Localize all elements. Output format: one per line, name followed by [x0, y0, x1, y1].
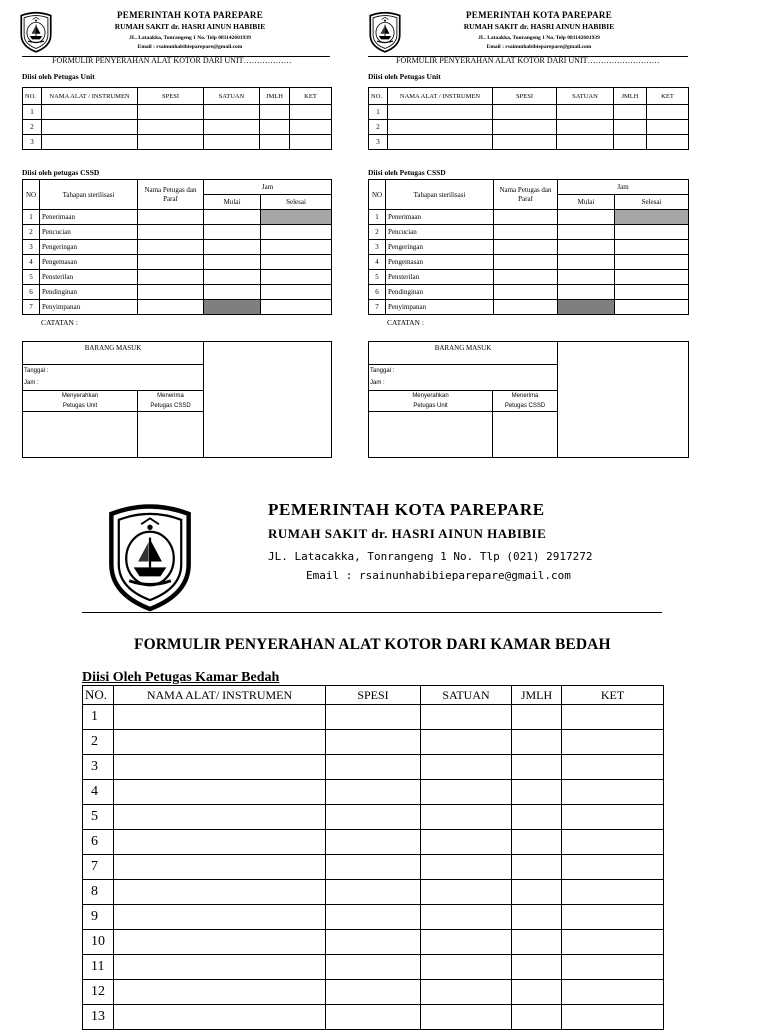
- table-cell[interactable]: [562, 930, 664, 955]
- table-cell[interactable]: [512, 955, 562, 980]
- table-cell[interactable]: [114, 780, 326, 805]
- email: Email : rsainunhabibieparepare@gmail.com: [137, 44, 243, 50]
- table-cell[interactable]: [326, 730, 421, 755]
- hospital-name: RUMAH SAKIT dr. HASRI AINUN HABIBIE: [114, 22, 266, 31]
- table-cell[interactable]: [421, 805, 512, 830]
- table-row: [83, 730, 664, 755]
- col-nama: NAMA ALAT/ INSTRUMEN: [114, 686, 326, 705]
- row-number: 13: [83, 1005, 114, 1030]
- table-cell[interactable]: [562, 905, 664, 930]
- col-jam: Jam: [558, 180, 689, 195]
- hospital-name: RUMAH SAKIT dr. HASRI AINUN HABIBIE: [463, 22, 615, 31]
- row-number: 4: [83, 780, 114, 805]
- col-jmlh: JMLH: [260, 88, 290, 105]
- table-row: 1: [369, 105, 689, 120]
- row-number: 3: [83, 755, 114, 780]
- gov-name: PEMERINTAH KOTA PAREPARE: [116, 10, 264, 20]
- table-header: [23, 180, 332, 195]
- table-cell[interactable]: [326, 780, 421, 805]
- gov-name: PEMERINTAH KOTA PAREPARE: [465, 10, 613, 20]
- col-spesi: SPESI: [326, 686, 421, 705]
- table-row: 2 Pencucian: [369, 225, 689, 240]
- col-satuan: SATUAN: [557, 88, 614, 105]
- signature-unit[interactable]: [23, 412, 138, 458]
- table-header: [369, 88, 689, 105]
- left-form: [0, 0, 384, 470]
- unit-table: [22, 87, 332, 150]
- table-cell[interactable]: [421, 780, 512, 805]
- col-selesai: Selesai: [261, 195, 332, 210]
- table-cell[interactable]: [512, 830, 562, 855]
- table-cell[interactable]: [512, 880, 562, 905]
- table-cell[interactable]: [326, 980, 421, 1005]
- col-ket: KET: [562, 686, 664, 705]
- letterhead: [60, 10, 320, 50]
- table-cell[interactable]: [114, 705, 326, 730]
- col-ket: KET: [647, 88, 689, 105]
- table-header: [23, 88, 332, 105]
- table-cell[interactable]: [512, 930, 562, 955]
- col-nama: NAMA ALAT / INSTRUMEN: [388, 88, 493, 105]
- table-row: [83, 1005, 664, 1030]
- letterhead: [409, 10, 669, 50]
- row-number: 11: [83, 955, 114, 980]
- table-row: 3: [23, 135, 332, 150]
- table-cell[interactable]: [512, 705, 562, 730]
- table-cell[interactable]: [512, 980, 562, 1005]
- signature-cssd[interactable]: [138, 412, 204, 458]
- table-cell[interactable]: [562, 1005, 664, 1030]
- table-cell[interactable]: [114, 1005, 326, 1030]
- address: JL. Lataakka, Tonrangeng 1 No. Telp 081142601939: [129, 35, 251, 41]
- instrument-table: [82, 685, 664, 1030]
- table-cell[interactable]: [326, 855, 421, 880]
- table-row: 7 Penyimpanan: [369, 300, 689, 315]
- row-number: 5: [83, 805, 114, 830]
- table-cell[interactable]: [421, 755, 512, 780]
- table-cell[interactable]: [326, 805, 421, 830]
- menyerahkan-header: Menyerahkan Petugas Unit: [23, 391, 138, 412]
- table-cell[interactable]: [512, 905, 562, 930]
- letterhead: [268, 500, 628, 582]
- right-form: [346, 0, 730, 470]
- table-cell[interactable]: [326, 930, 421, 955]
- col-mulai: Mulai: [204, 195, 261, 210]
- table-cell[interactable]: [114, 855, 326, 880]
- table-cell[interactable]: [114, 930, 326, 955]
- table-cell[interactable]: [421, 880, 512, 905]
- table-cell[interactable]: [512, 855, 562, 880]
- table-cell[interactable]: [512, 755, 562, 780]
- col-nama-petugas: Nama Petugas dan Paraf: [138, 180, 204, 210]
- menyerahkan-header: Menyerahkan Petugas Unit: [369, 391, 493, 412]
- col-mulai: Mulai: [558, 195, 615, 210]
- table-row: 3 Pengeringan: [369, 240, 689, 255]
- table-row: 5 Pensterilan: [369, 270, 689, 285]
- form-title: FORMULIR PENYERAHAN ALAT KOTOR DARI UNIT………………………: [396, 56, 660, 65]
- cssd-table: [22, 179, 332, 315]
- table-row: [83, 955, 664, 980]
- col-nama: NAMA ALAT / INSTRUMEN: [42, 88, 138, 105]
- hospital-crest-logo: [368, 11, 402, 53]
- table-row: [83, 855, 664, 880]
- barang-masuk-table: [368, 341, 689, 458]
- table-cell[interactable]: [421, 830, 512, 855]
- table-cell[interactable]: [114, 905, 326, 930]
- table-row: 6 Pendinginan: [369, 285, 689, 300]
- col-jmlh: JMLH: [614, 88, 647, 105]
- table-row: 7 Penyimpanan: [23, 300, 332, 315]
- col-no: NO.: [83, 686, 114, 705]
- form-title: FORMULIR PENYERAHAN ALAT KOTOR DARI UNIT………………: [52, 56, 292, 65]
- table-row: 4 Pengemasan: [23, 255, 332, 270]
- row-number: 10: [83, 930, 114, 955]
- table-cell[interactable]: [326, 705, 421, 730]
- table-row: 5 Pensterilan: [23, 270, 332, 285]
- table-row: [83, 755, 664, 780]
- table-cell[interactable]: [562, 730, 664, 755]
- table-row: [83, 930, 664, 955]
- col-satuan: SATUAN: [421, 686, 512, 705]
- table-row: 6 Pendinginan: [23, 285, 332, 300]
- col-ket: KET: [290, 88, 332, 105]
- email: Email : rsainunhabibieparepare@gmail.com: [306, 569, 571, 582]
- jam-label: Jam :: [24, 380, 39, 386]
- cssd-section-label: Diisi oleh petugas CSSD: [22, 168, 100, 177]
- hospital-crest-logo: [19, 11, 53, 53]
- table-row: [83, 805, 664, 830]
- table-row: [83, 705, 664, 730]
- signature-cssd[interactable]: [493, 412, 558, 458]
- unit-section-label: Diisi oleh Petugas Unit: [22, 72, 95, 81]
- table-cell[interactable]: [421, 730, 512, 755]
- col-no: NO.: [369, 88, 388, 105]
- table-cell[interactable]: [512, 805, 562, 830]
- barang-masuk-title: BARANG MASUK: [369, 342, 558, 365]
- col-jam: Jam: [204, 180, 332, 195]
- table-cell[interactable]: [562, 880, 664, 905]
- table-cell[interactable]: [114, 730, 326, 755]
- table-header: [369, 180, 689, 195]
- jam-label: Jam :: [370, 380, 385, 386]
- table-cell[interactable]: [512, 780, 562, 805]
- tanggal-label: Tanggal :: [370, 368, 395, 374]
- address: JL. Latacakka, Tonrangeng 1 No. Tlp (021) 2917272: [268, 550, 593, 563]
- table-cell[interactable]: [326, 905, 421, 930]
- table-cell[interactable]: [326, 830, 421, 855]
- table-cell[interactable]: [562, 755, 664, 780]
- table-row: [83, 880, 664, 905]
- row-number: 7: [83, 855, 114, 880]
- barang-masuk-notes[interactable]: [558, 342, 689, 458]
- table-cell[interactable]: [421, 705, 512, 730]
- table-row: 1: [23, 105, 332, 120]
- header-rule: [82, 612, 662, 613]
- gov-name: PEMERINTAH KOTA PAREPARE: [268, 500, 545, 519]
- tanggal-jam-field[interactable]: [23, 365, 204, 391]
- unit-section-label: Diisi oleh Petugas Unit: [368, 72, 441, 81]
- table-cell[interactable]: [326, 1005, 421, 1030]
- table-row: [83, 980, 664, 1005]
- barang-masuk-notes[interactable]: [204, 342, 332, 458]
- col-spesi: SPESI: [138, 88, 204, 105]
- tanggal-label: Tanggal :: [24, 368, 49, 374]
- row-number: 8: [83, 880, 114, 905]
- table-cell[interactable]: [562, 780, 664, 805]
- tanggal-jam-field[interactable]: [369, 365, 558, 391]
- table-cell[interactable]: [512, 1005, 562, 1030]
- table-row: [83, 780, 664, 805]
- table-row: 3: [369, 135, 689, 150]
- table-row: 1 Penerimaan: [23, 210, 332, 225]
- table-cell[interactable]: [114, 755, 326, 780]
- table-row: 4 Pengemasan: [369, 255, 689, 270]
- hospital-crest-logo: [100, 502, 200, 612]
- col-spesi: SPESI: [493, 88, 557, 105]
- table-cell[interactable]: [562, 805, 664, 830]
- row-number: 2: [83, 730, 114, 755]
- table-row: 2: [23, 120, 332, 135]
- signature-unit[interactable]: [369, 412, 493, 458]
- table-cell[interactable]: [326, 955, 421, 980]
- table-header: [83, 686, 664, 705]
- row-number: 9: [83, 905, 114, 930]
- col-selesai: Selesai: [615, 195, 689, 210]
- table-cell[interactable]: [562, 855, 664, 880]
- table-cell[interactable]: [421, 930, 512, 955]
- table-cell[interactable]: [421, 1005, 512, 1030]
- section-label: Diisi Oleh Petugas Kamar Bedah: [82, 670, 280, 685]
- cssd-section-label: Diisi oleh Petugas CSSD: [368, 168, 446, 177]
- table-cell[interactable]: [326, 880, 421, 905]
- hospital-name: RUMAH SAKIT dr. HASRI AINUN HABIBIE: [268, 526, 547, 541]
- table-cell[interactable]: [421, 905, 512, 930]
- table-row: [83, 905, 664, 930]
- barang-masuk-table: [22, 341, 332, 458]
- menerima-header: Menerima Petugas CSSD: [138, 391, 204, 412]
- email: Email : rsainunhabibieparepare@gmail.com: [486, 44, 592, 50]
- col-no: NO: [23, 180, 40, 210]
- row-number: 1: [83, 705, 114, 730]
- table-cell[interactable]: [114, 880, 326, 905]
- row-number: 12: [83, 980, 114, 1005]
- table-body: [83, 705, 664, 1030]
- col-tahapan: Tahapan sterilisasi: [386, 180, 494, 210]
- barang-masuk-title: BARANG MASUK: [23, 342, 204, 365]
- table-cell[interactable]: [114, 955, 326, 980]
- address: JL. Lataakka, Tonrangeng 1 No. Telp 081142601939: [478, 35, 600, 41]
- table-cell[interactable]: [562, 980, 664, 1005]
- catatan-label: CATATAN :: [41, 318, 78, 327]
- table-row: 1 Penerimaan: [369, 210, 689, 225]
- table-cell[interactable]: [562, 830, 664, 855]
- col-nama-petugas: Nama Petugas dan Paraf: [494, 180, 558, 210]
- table-row: 2 Pencucian: [23, 225, 332, 240]
- table-cell[interactable]: [421, 980, 512, 1005]
- col-tahapan: Tahapan sterilisasi: [40, 180, 138, 210]
- big-form: [0, 480, 768, 1024]
- table-row: 3 Pengeringan: [23, 240, 332, 255]
- form-title: FORMULIR PENYERAHAN ALAT KOTOR DARI KAMAR BEDAH: [134, 636, 611, 653]
- table-cell[interactable]: [114, 980, 326, 1005]
- cssd-table: [368, 179, 689, 315]
- col-no: NO: [369, 180, 386, 210]
- table-row: [83, 830, 664, 855]
- table-cell[interactable]: [421, 955, 512, 980]
- col-no: NO.: [23, 88, 42, 105]
- col-jmlh: JMLH: [512, 686, 562, 705]
- table-cell[interactable]: [512, 730, 562, 755]
- table-row: 2: [369, 120, 689, 135]
- table-cell[interactable]: [421, 855, 512, 880]
- table-cell[interactable]: [562, 955, 664, 980]
- catatan-label: CATATAN :: [387, 318, 424, 327]
- table-cell[interactable]: [114, 830, 326, 855]
- menerima-header: Menerima Petugas CSSD: [493, 391, 558, 412]
- row-number: 6: [83, 830, 114, 855]
- col-satuan: SATUAN: [204, 88, 260, 105]
- unit-table: [368, 87, 689, 150]
- table-cell[interactable]: [326, 755, 421, 780]
- table-cell[interactable]: [114, 805, 326, 830]
- table-cell[interactable]: [562, 705, 664, 730]
